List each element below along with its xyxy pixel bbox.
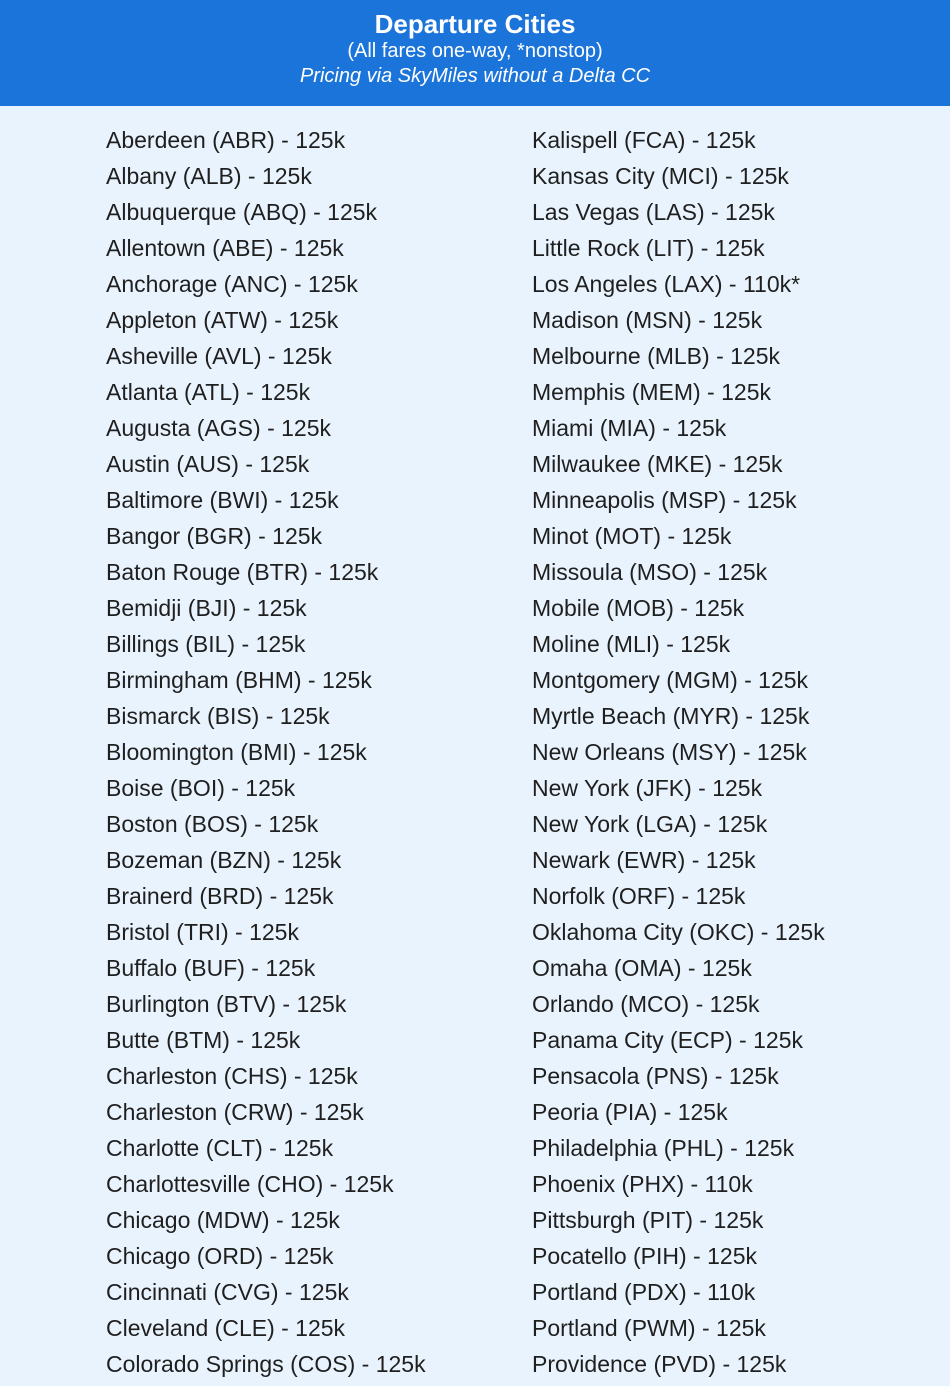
city-item: Anchorage (ANC) - 125k	[106, 271, 358, 297]
city-item: Baton Rouge (BTR) - 125k	[106, 559, 379, 585]
city-item: Albany (ALB) - 125k	[106, 163, 312, 189]
city-item: Austin (AUS) - 125k	[106, 451, 310, 477]
city-item: Norfolk (ORF) - 125k	[532, 883, 746, 909]
city-item: Milwaukee (MKE) - 125k	[532, 451, 783, 477]
city-item: Montgomery (MGM) - 125k	[532, 667, 809, 693]
city-item: Charleston (CHS) - 125k	[106, 1063, 358, 1089]
city-item: Omaha (OMA) - 125k	[532, 955, 752, 981]
city-item: Portland (PDX) - 110k	[532, 1279, 756, 1305]
city-item: Madison (MSN) - 125k	[532, 307, 763, 333]
city-item: Minot (MOT) - 125k	[532, 523, 732, 549]
city-item: Appleton (ATW) - 125k	[106, 307, 339, 333]
city-item: Cincinnati (CVG) - 125k	[106, 1279, 349, 1305]
city-item: Bemidji (BJI) - 125k	[106, 595, 307, 621]
city-item: Portland (PWM) - 125k	[532, 1315, 766, 1341]
city-item: Colorado Springs (COS) - 125k	[106, 1351, 426, 1377]
city-item: Minneapolis (MSP) - 125k	[532, 487, 797, 513]
city-item: Cleveland (CLE) - 125k	[106, 1315, 346, 1341]
city-item: Charlottesville (CHO) - 125k	[106, 1171, 394, 1197]
city-item: Burlington (BTV) - 125k	[106, 991, 347, 1017]
city-item: Bloomington (BMI) - 125k	[106, 739, 367, 765]
city-item: Boston (BOS) - 125k	[106, 811, 319, 837]
city-item: Billings (BIL) - 125k	[106, 631, 306, 657]
city-item: Charlotte (CLT) - 125k	[106, 1135, 334, 1161]
city-item: Pocatello (PIH) - 125k	[532, 1243, 757, 1269]
city-list-left	[106, 122, 426, 1382]
city-item: Birmingham (BHM) - 125k	[106, 667, 372, 693]
city-list-right	[532, 122, 825, 1382]
city-item: Asheville (AVL) - 125k	[106, 343, 332, 369]
page-title: Departure Cities	[374, 9, 576, 39]
city-item: Providence (PVD) - 125k	[532, 1351, 787, 1377]
city-item: Moline (MLI) - 125k	[532, 631, 731, 657]
city-item: Newark (EWR) - 125k	[532, 847, 756, 873]
city-item: Butte (BTM) - 125k	[106, 1027, 301, 1053]
city-item: Pensacola (PNS) - 125k	[532, 1063, 779, 1089]
city-item: Kansas City (MCI) - 125k	[532, 163, 789, 189]
city-item: Panama City (ECP) - 125k	[532, 1027, 803, 1053]
city-item: Chicago (MDW) - 125k	[106, 1207, 340, 1233]
city-item: Miami (MIA) - 125k	[532, 415, 727, 441]
city-columns	[0, 106, 950, 1386]
city-item: New York (LGA) - 125k	[532, 811, 768, 837]
city-item: Baltimore (BWI) - 125k	[106, 487, 339, 513]
city-item: New Orleans (MSY) - 125k	[532, 739, 807, 765]
city-item: Augusta (AGS) - 125k	[106, 415, 331, 441]
city-item: Missoula (MSO) - 125k	[532, 559, 768, 585]
city-item: Pittsburgh (PIT) - 125k	[532, 1207, 764, 1233]
city-item: Phoenix (PHX) - 110k	[532, 1171, 753, 1197]
city-item: Mobile (MOB) - 125k	[532, 595, 745, 621]
city-item: Chicago (ORD) - 125k	[106, 1243, 334, 1269]
page-header	[0, 0, 950, 106]
city-item: Aberdeen (ABR) - 125k	[106, 127, 346, 153]
city-item: Myrtle Beach (MYR) - 125k	[532, 703, 810, 729]
city-item: Bristol (TRI) - 125k	[106, 919, 299, 945]
city-item: Philadelphia (PHL) - 125k	[532, 1135, 795, 1161]
city-item: Charleston (CRW) - 125k	[106, 1099, 364, 1125]
pricing-note: Pricing via SkyMiles without a Delta CC	[299, 65, 651, 87]
city-item: Buffalo (BUF) - 125k	[106, 955, 316, 981]
city-item: Bangor (BGR) - 125k	[106, 523, 323, 549]
city-item: Memphis (MEM) - 125k	[532, 379, 771, 405]
city-item: Boise (BOI) - 125k	[106, 775, 296, 801]
city-item: Little Rock (LIT) - 125k	[532, 235, 765, 261]
page-subtitle: (All fares one-way, *nonstop)	[347, 40, 603, 62]
city-item: Bismarck (BIS) - 125k	[106, 703, 330, 729]
city-item: New York (JFK) - 125k	[532, 775, 763, 801]
city-item: Albuquerque (ABQ) - 125k	[106, 199, 378, 225]
city-item: Melbourne (MLB) - 125k	[532, 343, 780, 369]
city-item: Peoria (PIA) - 125k	[532, 1099, 728, 1125]
city-item: Orlando (MCO) - 125k	[532, 991, 760, 1017]
city-item: Atlanta (ATL) - 125k	[106, 379, 311, 405]
city-item: Las Vegas (LAS) - 125k	[532, 199, 775, 225]
city-item: Kalispell (FCA) - 125k	[532, 127, 756, 153]
city-item: Bozeman (BZN) - 125k	[106, 847, 342, 873]
city-item: Los Angeles (LAX) - 110k*	[532, 271, 801, 297]
city-item: Allentown (ABE) - 125k	[106, 235, 344, 261]
city-item: Brainerd (BRD) - 125k	[106, 883, 334, 909]
city-item: Oklahoma City (OKC) - 125k	[532, 919, 825, 945]
